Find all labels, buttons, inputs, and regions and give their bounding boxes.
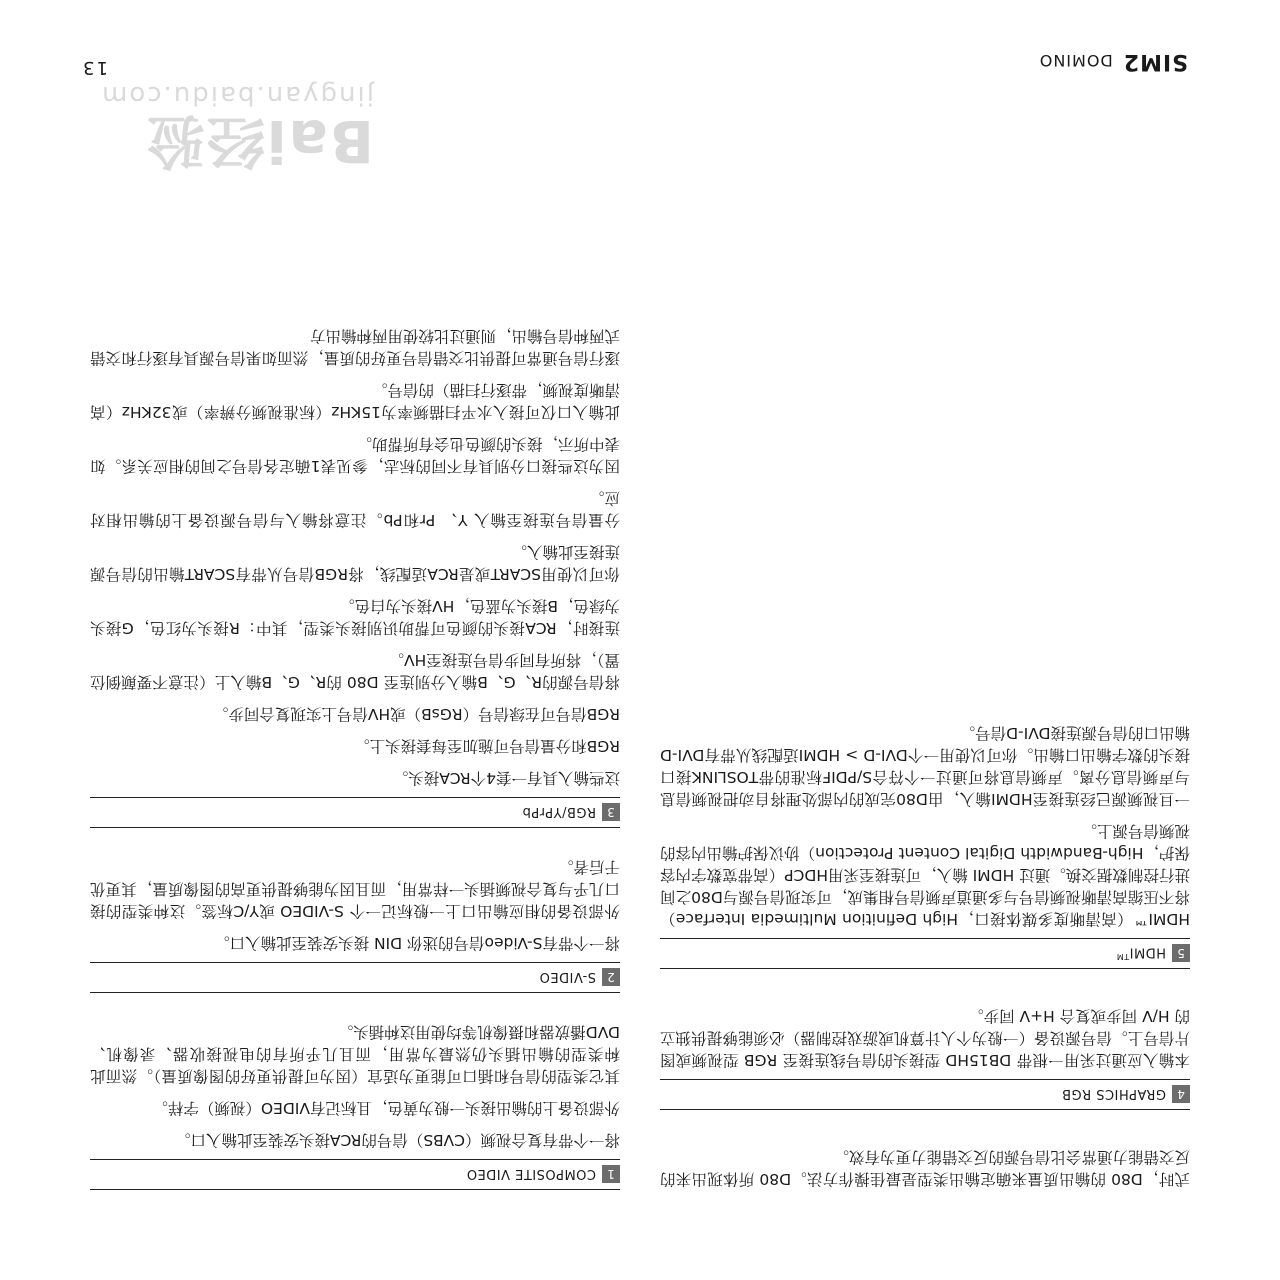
paragraph: 这些输入具有一套4个RCA接头。 xyxy=(392,769,620,787)
watermark xyxy=(100,80,374,188)
paragraph: 将一个带有S-Video信号的迷你 DIN 接头安装至此输入口。 xyxy=(214,934,620,952)
paragraph: 其它类型的信号和插口可能更为适宜（因为可提供更好的图像质量）。然而此种类型的输出插头仍然最为常用，而且几乎所有的电视接收器、录像机、DVD播放器和摄像机等均使用这种插头。 xyxy=(90,1023,620,1085)
paragraph: RGB信号可在绿信号（RGsB）或HV信号上实现复合同步。 xyxy=(212,705,620,723)
paragraph: 因为这些接口分别具有不同的标志，参见表1确定各信号之间的相应关系。如表中所示，接头的颜色也会有所帮助。 xyxy=(90,435,620,475)
section-number: 2 xyxy=(602,968,620,986)
paragraph: 将信号源的R、G、B输入分别连至 D80 的R、G、B输入上（注意不要颠倒位置），将所有同步信号连接至HV。 xyxy=(90,651,620,691)
paragraph: HDMI™（高清晰度多媒体接口，High Definition Multimedia Interface）将不压缩高清晰视频信号与多通道声频信号相集成，可实现信号源与D80之间进行控制数据交换。通过 HDMI 输入，可连接至采用HDCP（高带宽数字内容保护，High-Bandwidth Digital Content Protection）协议保护输出内容的视频信号源上。 xyxy=(660,822,1190,928)
section-title: RGB/YPrPb xyxy=(522,804,596,820)
paragraph: 分量信号连接至输入 Y、 Pr和Pb。注意将输入与信号源设备上的输出相对应。 xyxy=(90,489,620,529)
section-title: GRAPHICS RGB xyxy=(1061,1086,1166,1102)
section-number: 5 xyxy=(1172,944,1190,962)
paragraph: 本输入应通过采用一根带 DB15HD 型接头的信号线连接至 RGB 型视频或图片信号上。信号源设备（一般为个人计算机或游戏控制器）必须能够提供独立的 H/V 同步或复合 H+V 同步。 xyxy=(660,1007,1190,1069)
paragraph: RGB和分量信号可施加至每套接头上。 xyxy=(354,737,620,755)
section-header-graphics-rgb xyxy=(660,1079,1190,1110)
paragraph: 一旦视频源已经连接至HDMI输入，由D80完成的内部处理将自动把视频信息与声频信息分离。声频信息将可通过一个符合S/PDIF标准的带TOSLINK接口接头的数字输出口输出。你可以使用一个DVI-D > HDMI适配线从带有DVI-D输出口的信号源连接DVI-D信号。 xyxy=(660,724,1190,808)
paragraph: 逐行信号通常可提供比交错信号更好的质量，然而如果信号源具有逐行和交错式两种信号输出，则通过比较使用两种输出方 xyxy=(90,327,620,367)
section-title-text: HDMI xyxy=(1129,944,1166,960)
watermark-logo: Bai经验 xyxy=(144,107,374,175)
section-header-rgb-yprpb xyxy=(90,797,620,828)
paragraph: 外部设备的相应输出口上一般标记一个 S-VIDEO 或Y/C标签。这种类型的接口几乎与复合视频插头一样常用，而且因为能够提供更高的图像质量，其更优于后者。 xyxy=(90,858,620,920)
left-column xyxy=(660,712,1190,1190)
paragraph: 连接时，RCA接头的颜色可帮助识别接头类型，其中：R接头为红色，G接头为绿色，B接头为蓝色，HV接头为白色。 xyxy=(90,597,620,637)
product-name: DOMINO xyxy=(1038,51,1113,70)
trademark-mark: TM xyxy=(1116,952,1130,962)
section-number: 3 xyxy=(602,803,620,821)
paragraph: 此输入口仅可接入水平扫描频率为15KHz（标准视频分辨率）或32KHz（高清晰度视频，带逐行扫描）的信号。 xyxy=(90,381,620,421)
section-title: S-VIDEO xyxy=(539,969,596,985)
paragraph: 式时，D80 的输出质量来确定输出类型是最佳操作方法。D80 所体现出来的反交错能力通常会比信号源的反交错能力更为有效。 xyxy=(660,1148,1190,1188)
page-number: 13 xyxy=(81,57,108,78)
paragraph: 将一个带有复合视频（CVBS）信号的RCA接头安装至此输入口。 xyxy=(174,1131,620,1149)
section-title: COMPOSITE VIDEO xyxy=(466,1166,596,1182)
section-number: 1 xyxy=(602,1165,620,1183)
paragraph: 你可以使用SCART或是RCA适配线，将RGB信号从带有SCART输出的信号源连接至此输入。 xyxy=(90,543,620,583)
brand-name: SIM2 xyxy=(1122,49,1188,74)
watermark-site: jingyan.baidu.com xyxy=(100,80,374,110)
brand-logo xyxy=(1039,49,1188,74)
section-number: 4 xyxy=(1172,1085,1190,1103)
section-header-s-video xyxy=(90,962,620,993)
section-header-composite-video xyxy=(90,1159,620,1190)
section-title xyxy=(1116,945,1166,961)
paragraph: 外部设备上的输出接头一般为黄色，且标记有VIDEO（视频）字样。 xyxy=(152,1099,620,1117)
section-header-hdmi xyxy=(660,938,1190,969)
right-column xyxy=(90,315,620,1190)
